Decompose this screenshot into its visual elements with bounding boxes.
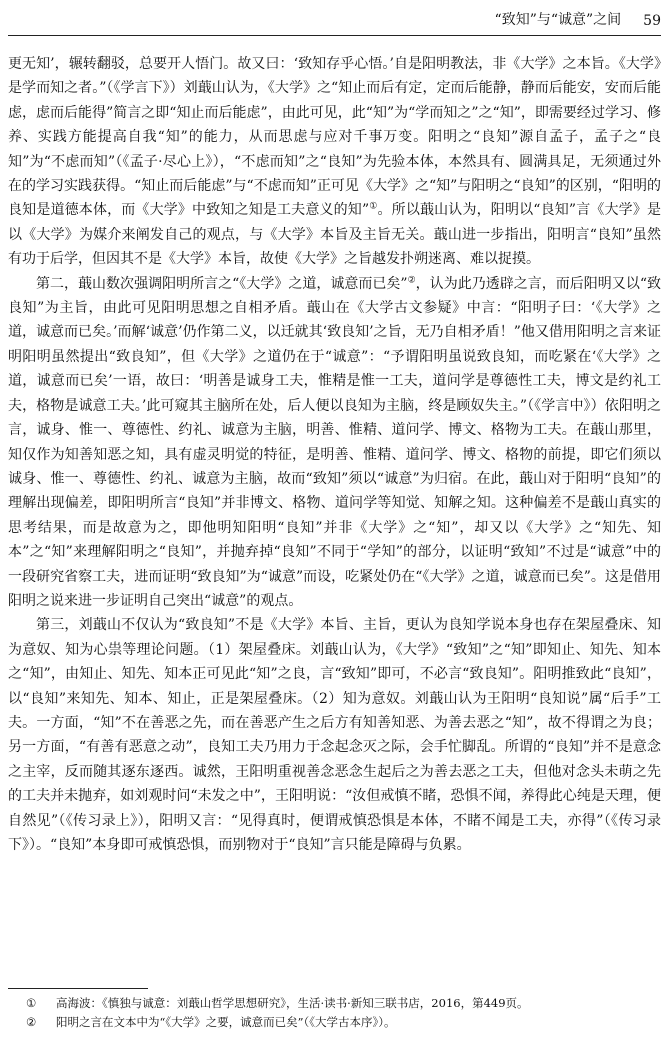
footnote-divider [8, 988, 148, 989]
footnote-2-mark: ② [26, 1015, 37, 1029]
footnote-ref-2: ② [407, 275, 416, 285]
paragraph-2-tail: ，认为此乃透辟之言，而后阳明又以“致良知”为主旨，由此可见阳明思想之自相矛盾。蕺山在《大学古文参疑》中言：“阳明子曰：‘《大学》之道，诚意而已矣。’而解‘诚意’仍作第二义，以迁就其‘致良知’之旨，无乃自相矛盾！”他又借用阳明之言来证明阳明虽然提出“致良知”，但《大学》之道仍在于“诚意”：“予谓阳明虽说致良知，而吃紧在‘《大学》之道，诚意而已矣’一语，故曰：‘明善是诚身工夫，惟精是惟一工夫，道问学是尊德性工夫，博文是约礼工夫，格物是诚意工夫。’此可窥其主脑所在处，后人便以良知为主脑，终是顾奴失主。”（《学言中》）依阳明之言，诚身、惟一、尊德性、约礼、诚意为主脑，明善、惟精、道问学、博文、格物为工夫。在蕺山那里，知仅作为知善知恶之知，具有虚灵明觉的特征，是明善、惟精、道问学、博文、格物的前提，即它们须以诚身、惟一、尊德性、约礼、诚意为主脑，故而“致知”须以“诚意”为归宿。在此，蕺山对于阳明“良知”的理解出现偏差，即阳明所言“良知”并非博文、格物、道问学等知觉、知解之知。这种偏差不是蕺山真实的思考结果，而是故意为之，即他明知阳明“良知”并非《大学》之“知”，却又以《大学》之“知先、知本”之“知”来理解阳明之“良知”，并抛弃掉“良知”不同于“学知”的部分，以证明“致知”不过是“诚意”中的一段研究省察工夫，进而证明“致良知”为“诚意”而设，吃紧处仍在“《大学》之道，诚意而已矣”。这是借用阳明之说来进一步证明自己突出“诚意”的观点。 [8, 275, 661, 609]
paragraph-2 [8, 272, 661, 614]
paragraph-3-text: 第三，刘蕺山不仅认为“致良知”不是《大学》本旨、主旨，更认为良知学说本身也存在架屋叠床、知为意奴、知为心祟等理论问题。（1）架屋叠床。刘蕺山认为，《大学》“致知”之“知”即知止、知先、知本之“知”，由知止、知先、知本正可见此“知”之良，言“致知”即可，不必言“致良知”。阳明推致此“良知”，以“良知”来知先、知本、知止，正是架屋叠床。（2）知为意奴。刘蕺山认为王阳明“良知说”属“后手”工夫。一方面，“知”不在善恶之先，而在善恶产生之后方有知善知恶、为善去恶之“知”，故不得谓之为良；另一方面，“有善有恶意之动”，良知工夫乃用力于念起念灭之际，会手忙脚乱。所谓的“良知”并不是意念之主宰，反而随其逐东逐西。诚然，王阳明重视善念恶念生起后之为善去恶之工夫，但他对念头未萌之先的工夫并未抛弃，如刘观时问“未发之中”，王阳明说：“汝但戒慎不睹，恐惧不闻，养得此心纯是天理，便自然见”（《传习录上》），阳明又言：“见得真时，便谓戒慎恐惧是本体，不睹不闻是工夫，亦得”（《传习录下》）。“良知”本身即可戒慎恐惧，而别物对于“良知”言只能是障碍与负累。 [8, 617, 661, 853]
footnote-2 [8, 1013, 661, 1032]
footnote-2-text: 阳明之言在文本中为“《大学》之要，诚意而已矣”（《大学古本序》）。 [56, 1015, 396, 1029]
running-title: “致知”与“诚意”之间 [494, 12, 622, 28]
paragraph-3 [8, 613, 661, 857]
paragraph-1 [8, 52, 661, 272]
paragraph-2-text: 第二，蕺山数次强调阳明所言之“《大学》之道，诚意而已矣” [36, 275, 408, 292]
paragraph-1-text: 更无知’，辗转翻驳，总要开人悟门。故又曰：‘致知存乎心悟。’自是阳明教法，非《大学》之本旨。《大学》是学而知之者。”（《学言下》）刘蕺山认为，《大学》之“知止而后有定，定而后能静，静而后能安，安而后能虑，虑而后能得”简言之即“知止而后能虑”，由此可见，此“知”为“学而知之”之“知”，即需要经过学习、修养、实践方能提高自我“知”的能力，从而思虑与应对千事万变。阳明之“良知”源自孟子，孟子之“良知”为“不虑而知”（《孟子·尽心上》），“不虑而知”之“良知”为先验本体，本然具有、圆满具足，无须通过外在的学习实践获得。“知止而后能虑”与“不虑而知”正可见《大学》之“知”与阳明之“良知”的区别，“阳明的良知是道德本体，而《大学》中致知之知是工夫意义的知” [8, 56, 661, 219]
body-text [8, 52, 661, 857]
footnote-1 [8, 994, 661, 1013]
footnote-1-mark: ① [26, 996, 37, 1010]
footnote-1-text: 高海波：《慎独与诚意：刘蕺山哲学思想研究》，生活·读书·新知三联书店，2016，第449页。 [56, 996, 529, 1010]
footnotes [8, 994, 661, 1032]
running-header [8, 6, 661, 36]
footnote-ref-1: ① [369, 201, 378, 212]
page-number: 59 [643, 13, 661, 29]
paragraph-1-tail: 。所以蕺山认为，阳明以“良知”言《大学》是以《大学》为媒介来阐发自己的观点，与《大学》本旨及主旨无关。蕺山进一步指出，阳明言“良知”虽然有功于后学，但因其不是《大学》本旨，故使《大学》之旨越发扑朔迷离、难以捉摸。 [8, 202, 661, 268]
